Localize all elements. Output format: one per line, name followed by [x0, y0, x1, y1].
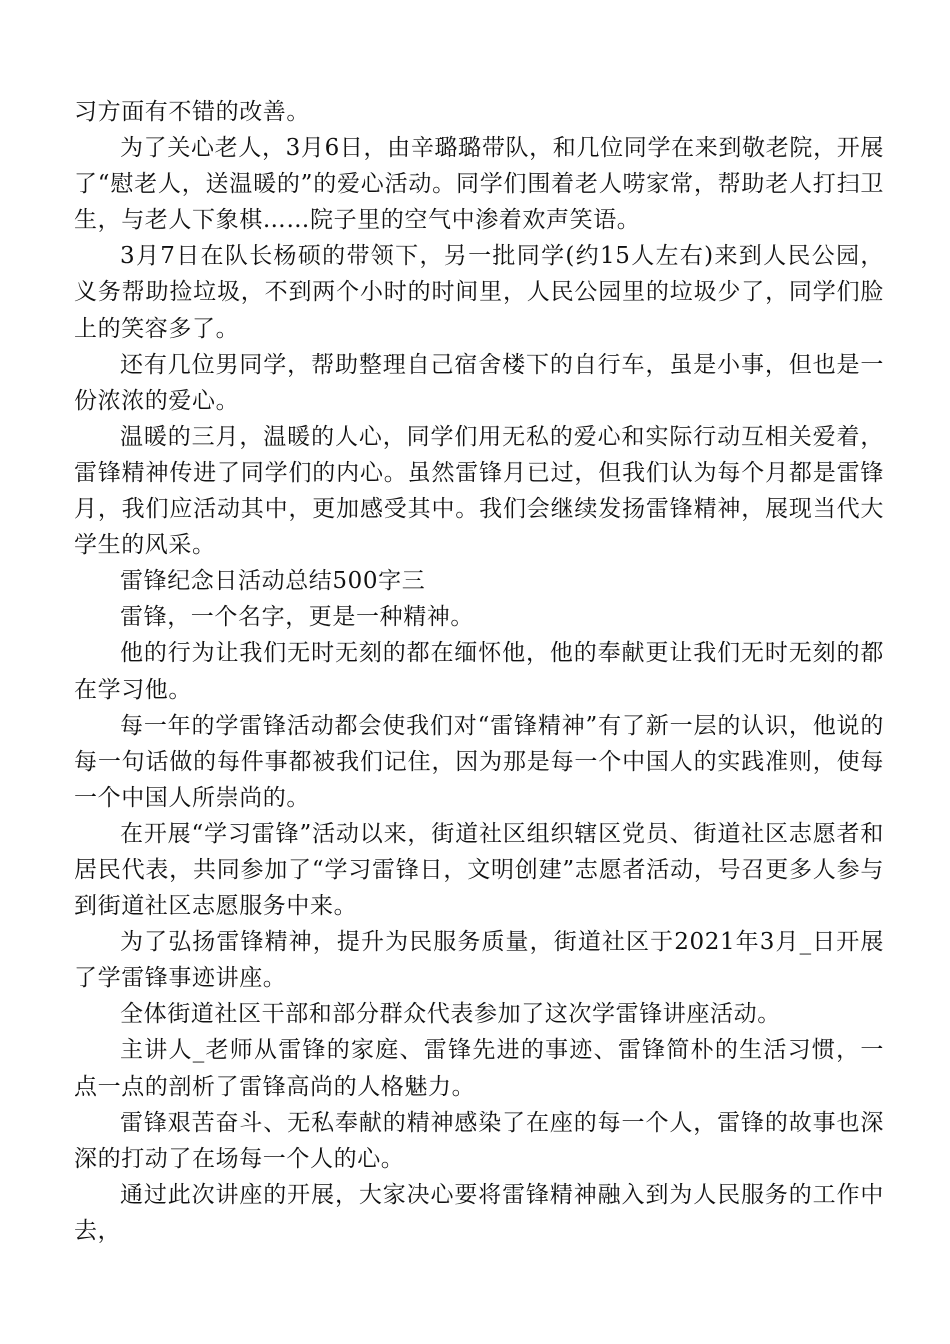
paragraph-bicycles: 还有几位男同学，帮助整理自己宿舍楼下的自行车，虽是小事，但也是一份浓浓的爱心。 [74, 351, 884, 414]
paragraph-remembrance: 他的行为让我们无时无刻的都在缅怀他，他的奉献更让我们无时无刻的都在学习他。 [74, 640, 884, 703]
paragraph-elderly-visit: 为了关心老人，3月6日，由辛璐璐带队，和几位同学在来到敬老院，开展了“慰老人，送温暖的”的爱心活动。同学们围着老人唠家常，帮助老人打扫卫生，与老人下象棋……院子里的空气中渗着欢声笑语。 [74, 135, 884, 234]
paragraph-name-spirit: 雷锋，一个名字，更是一种精神。 [120, 604, 474, 631]
paragraph-lecture-date: 为了弘扬雷锋精神，提升为民服务质量，街道社区于2021年3月_日开展了学雷锋事迹讲座。 [74, 929, 884, 992]
paragraph-speaker: 主讲人_老师从雷锋的家庭、雷锋先进的事迹、雷锋简朴的生活习惯，一点一点的剖析了雷锋高尚的人格魅力。 [74, 1037, 884, 1100]
paragraph-attendees: 全体街道社区干部和部分群众代表参加了这次学雷锋讲座活动。 [120, 1001, 781, 1028]
paragraph-inspiration: 雷锋艰苦奋斗、无私奉献的精神感染了在座的每一个人，雷锋的故事也深深的打动了在场每一个人的心。 [74, 1109, 884, 1172]
paragraph-community-volunteers: 在开展“学习雷锋”活动以来，街道社区组织辖区党员、街道社区志愿者和居民代表，共同参加了“学习雷锋日，文明创建”志愿者活动，号召更多人参与到街道社区志愿服务中来。 [74, 820, 884, 920]
paragraph-annual-activity: 每一年的学雷锋活动都会使我们对“雷锋精神”有了新一层的认识，他说的每一句话做的每件事都被我们记住，因为那是每一个中国人的实践准则，使每一个中国人所崇尚的。 [74, 712, 884, 811]
paragraph-warm-march: 温暖的三月，温暖的人心，同学们用无私的爱心和实际行动互相关爱着，雷锋精神传进了同学们的内心。虽然雷锋月已过，但我们认为每个月都是雷锋月，我们应活动其中，更加感受其中。我们会继续发扬雷锋精神，展现当代大学生的风采。 [74, 423, 884, 559]
paragraph-continuation: 习方面有不错的改善。 [74, 99, 310, 125]
paragraph-park-cleanup: 3月7日在队长杨硕的带领下，另一批同学(约15人左右)来到人民公园，义务帮助捡垃圾，不到两个小时的时间里，人民公园里的垃圾少了，同学们脸上的笑容多了。 [74, 243, 884, 342]
section-heading: 雷锋纪念日活动总结500字三 [120, 568, 426, 595]
document-body [74, 94, 884, 1249]
paragraph-conclusion: 通过此次讲座的开展，大家决心要将雷锋精神融入到为人民服务的工作中去， [74, 1181, 884, 1244]
